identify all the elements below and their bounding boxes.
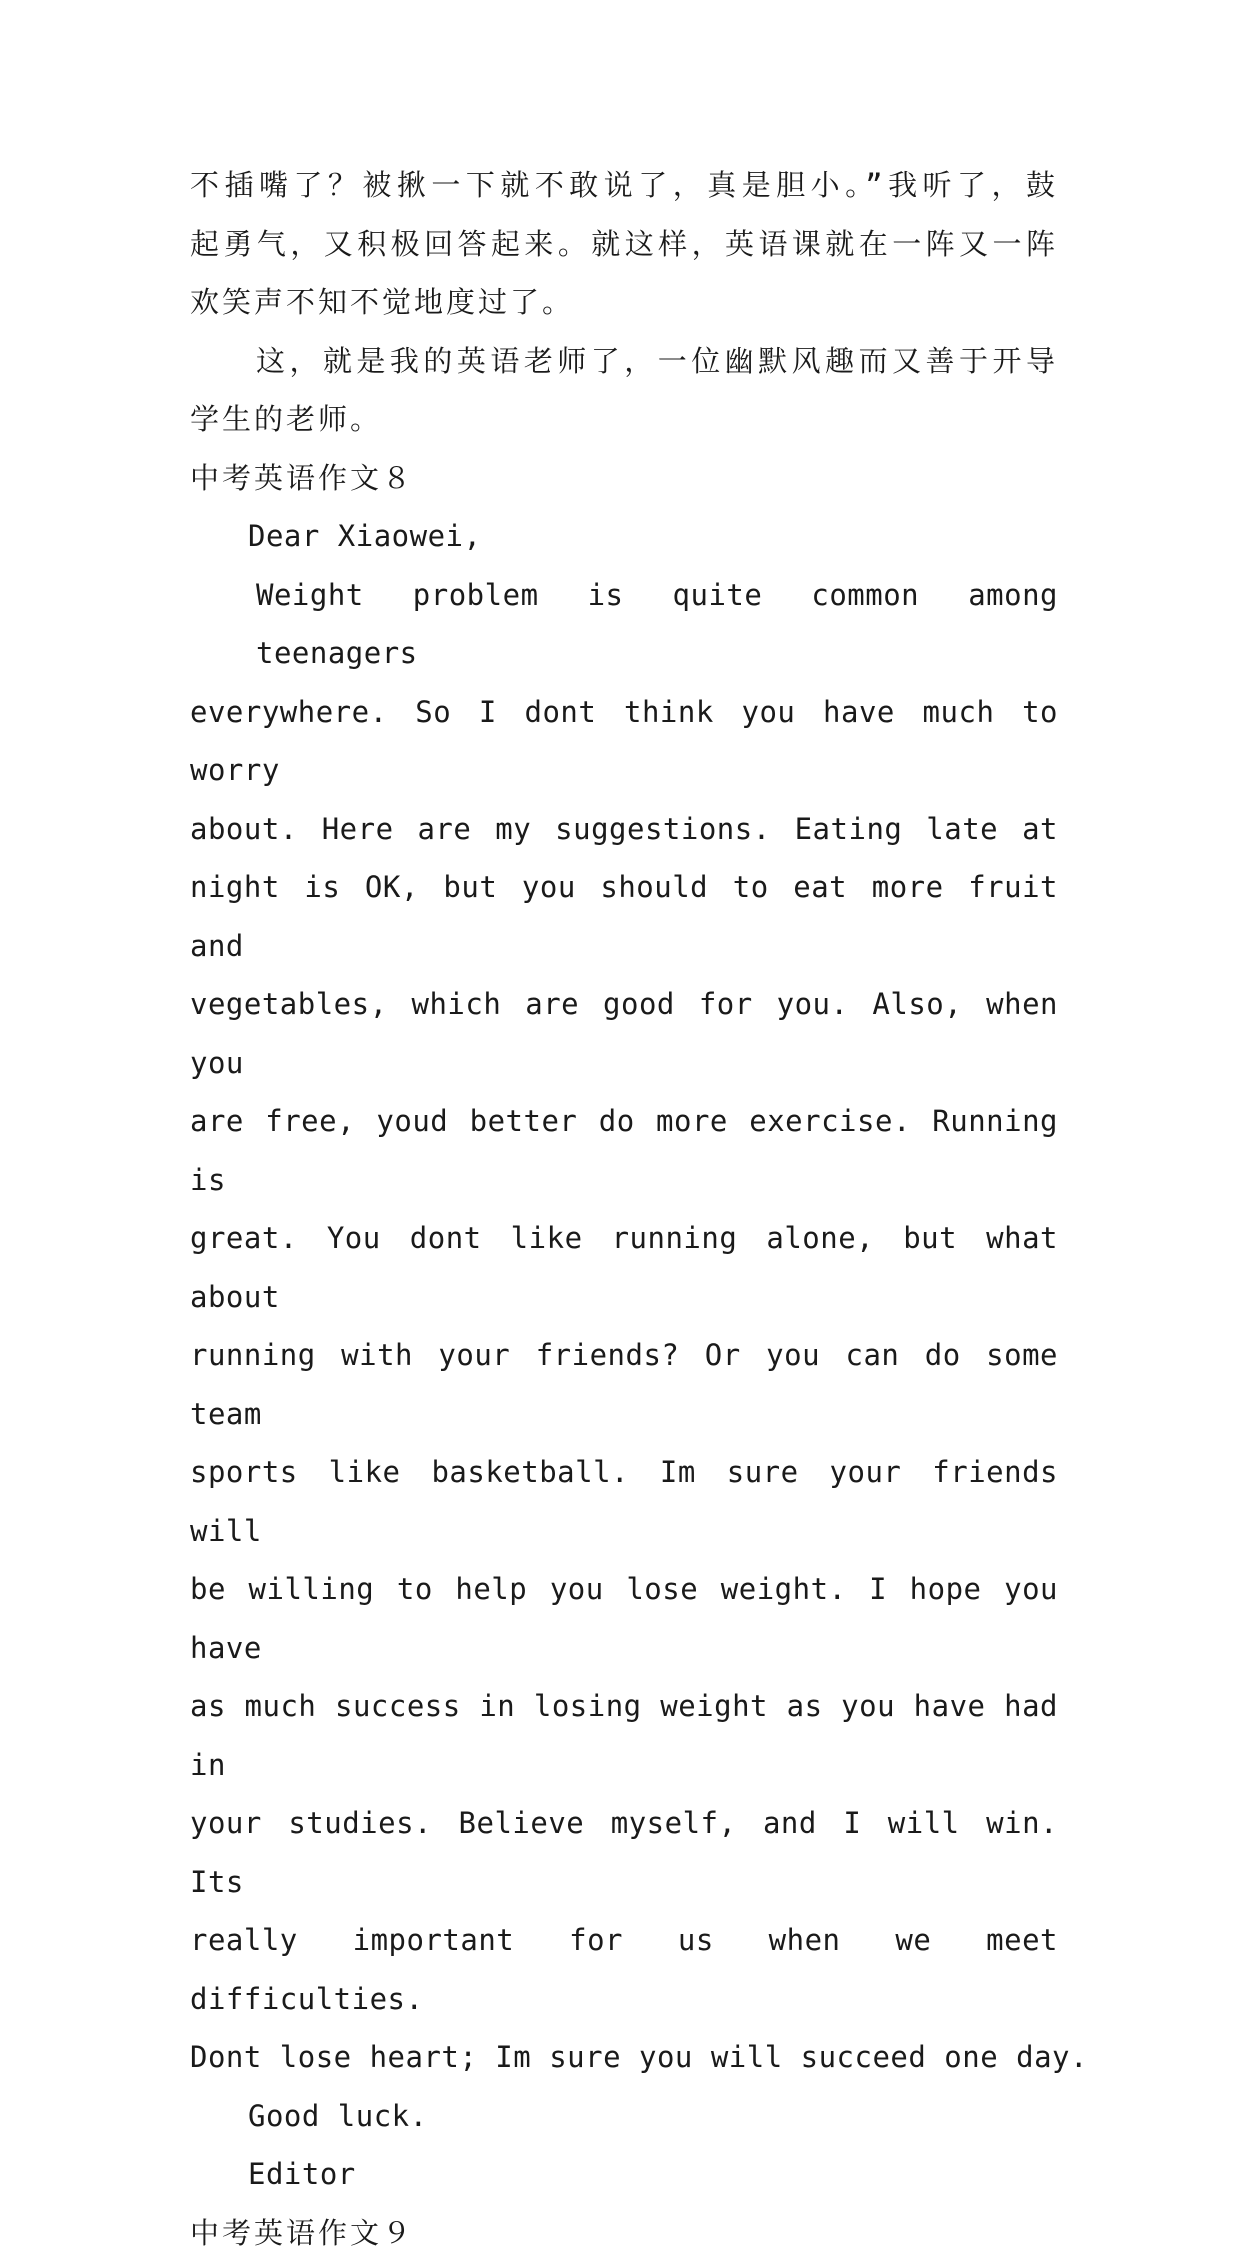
text-line: 这，就是我的英语老师了，一位幽默风趣而又善于开导 [190,332,1058,391]
text-line: really important for us when we meet difficulties. [190,1911,1058,2028]
text-line: your studies. Believe myself, and I will win. Its [190,1794,1058,1911]
text-line: as much success in losing weight as you have had in [190,1677,1058,1794]
text-line: great. You dont like running alone, but what about [190,1209,1058,1326]
section-heading: 中考英语作文８ [190,449,1058,508]
text-line: sports like basketball. Im sure your friends will [190,1443,1058,1560]
text-line: Weight problem is quite common among teenagers [190,566,1058,683]
document-page [190,156,1058,2262]
letter-salutation: Dear Xiaowei, [190,507,1058,566]
text-line: 欢笑声不知不觉地度过了。 [190,273,1058,332]
letter-signature: Editor [190,2145,1058,2204]
text-line: night is OK, but you should to eat more fruit and [190,858,1058,975]
chinese-paragraph-2 [190,332,1058,449]
text-line: running with your friends? Or you can do some team [190,1326,1058,1443]
chinese-paragraph-1 [190,156,1058,332]
text-line: everywhere. So I dont think you have much to worry [190,683,1058,800]
text-line: about. Here are my suggestions. Eating late at [190,800,1058,859]
text-line: vegetables, which are good for you. Also, when you [190,975,1058,1092]
text-line: Dont lose heart; Im sure you will succeed one day. [190,2028,1058,2087]
section-heading: 中考英语作文９ [190,2204,1058,2262]
letter-body [190,566,1058,2087]
text-line: 不插嘴了？被揪一下就不敢说了，真是胆小。”我听了，鼓 [190,156,1058,215]
text-line: are free, youd better do more exercise. Running is [190,1092,1058,1209]
letter-closing: Good luck. [190,2087,1058,2146]
text-line: 学生的老师。 [190,390,1058,449]
text-line: 起勇气，又积极回答起来。就这样，英语课就在一阵又一阵 [190,215,1058,274]
text-line: be willing to help you lose weight. I hope you have [190,1560,1058,1677]
